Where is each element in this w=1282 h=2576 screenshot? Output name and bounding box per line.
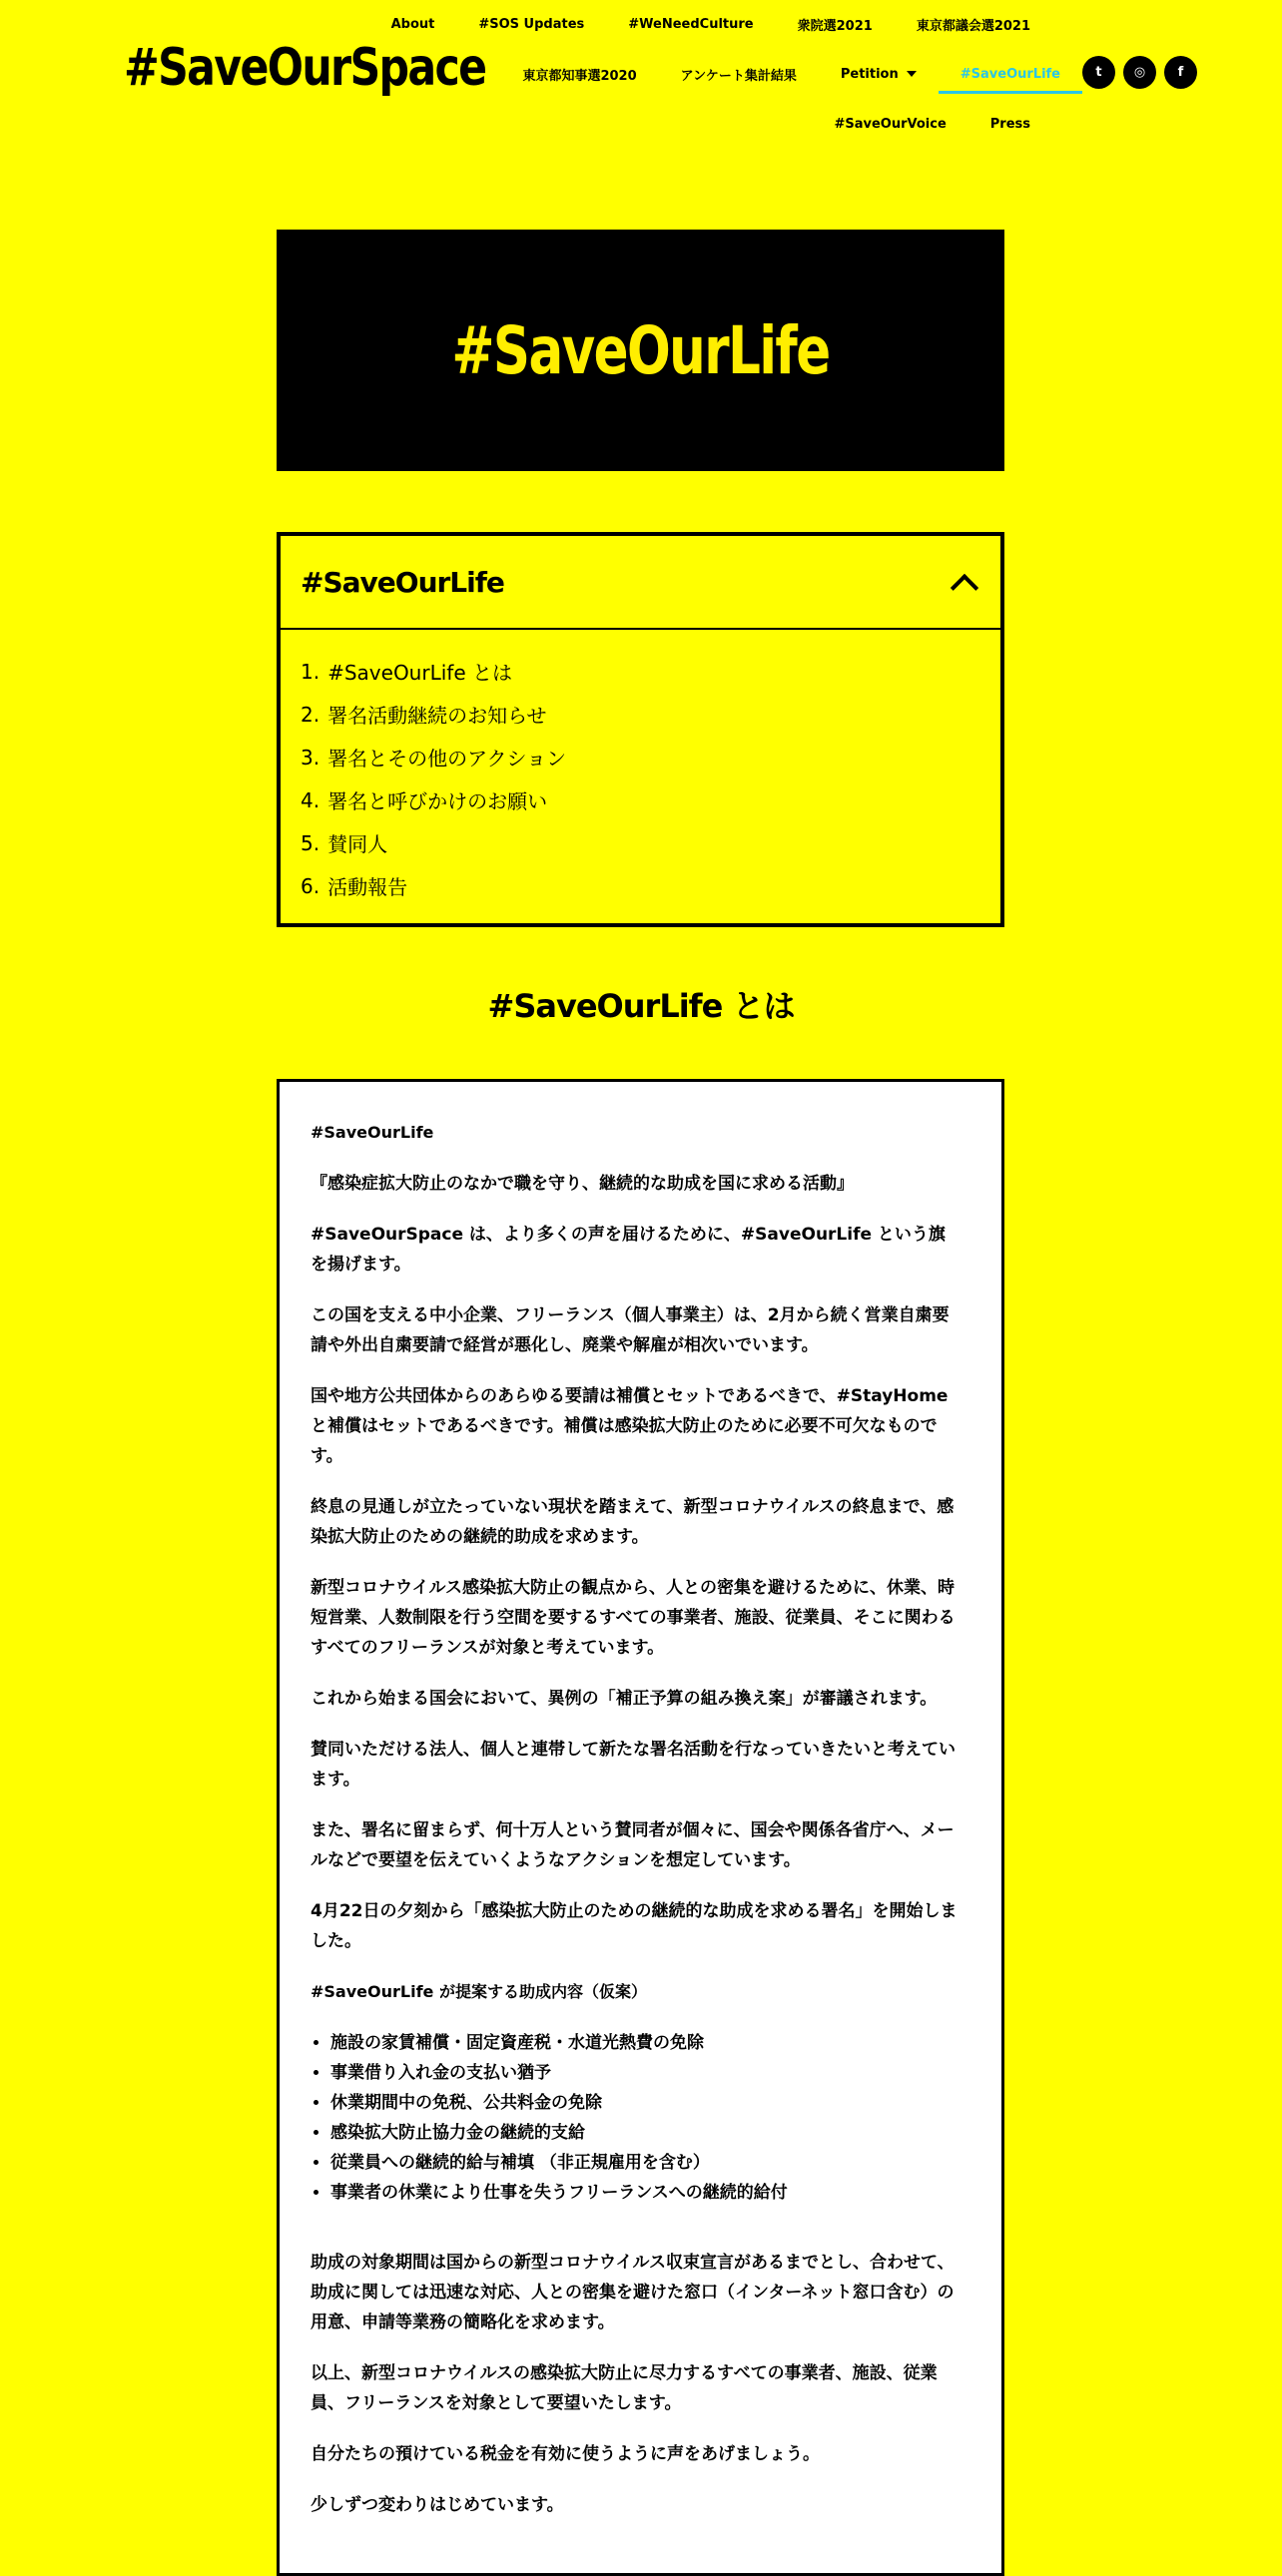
content-card	[277, 1079, 1004, 2576]
toc-item[interactable]	[301, 736, 1000, 778]
content-heading: #SaveOurLife	[311, 1123, 434, 1142]
nav-saveourlife[interactable]: #SaveOurLife	[939, 67, 1082, 82]
toc-item[interactable]	[301, 864, 1000, 907]
toc-item-label: 署名と呼びかけのお願い	[327, 789, 548, 813]
content-paragraph: また、署名に留まらず、何十万人という賛同者が個々に、国会や関係各省庁へ、メールなどで要望を伝えていくようなアクションを想定しています。	[311, 1820, 955, 1870]
toc-item-number: 4.	[301, 787, 320, 812]
nav-petition[interactable]	[819, 67, 939, 82]
list-item: • 事業借り入れ金の支払い猶予	[330, 2058, 962, 2088]
nav-row-1	[369, 14, 1052, 34]
nav-row-3	[812, 114, 1052, 134]
content-paragraph: この国を支える中小企業、フリーランス（個人事業主）は、2月から続く営業自粛要請や外出自粛要請で経営が悪化し、廃業や解雇が相次いでいます。	[311, 1305, 950, 1355]
section-title: #SaveOurLife とは	[487, 987, 795, 1025]
content-paragraph: #SaveOurSpace は、より多くの声を届けるために、#SaveOurLife という旗を揚げます。	[311, 1225, 946, 1275]
toc-header[interactable]	[281, 536, 1000, 630]
toc-item-label: 署名活動継続のお知らせ	[327, 704, 547, 728]
list-item: • 施設の家賃補償・固定資産税・水道光熱費の免除	[330, 2028, 962, 2058]
toc-item[interactable]	[301, 650, 1000, 693]
toc-item-number: 6.	[301, 873, 320, 898]
list-item: • 休業期間中の免税、公共料金の免除	[330, 2088, 962, 2118]
nav-tokyo-assembly-2021[interactable]: 東京都議会選2021	[916, 18, 1030, 34]
content-paragraph: 4月22日の夕刻から「感染拡大防止のための継続的な助成を求める署名」を開始しました。	[311, 1901, 958, 1951]
nav-saveourvoice[interactable]: #SaveOurVoice	[834, 116, 947, 132]
banner-title: #SaveOurLife	[451, 311, 830, 389]
list-item: • 事業者の休業により仕事を失うフリーランスへの継続的給付	[330, 2178, 962, 2208]
content-paragraph: 少しずつ変わりはじめています。	[311, 2495, 564, 2515]
site-logo[interactable]: #SaveOurSpace	[124, 38, 486, 98]
content-paragraph: 以上、新型コロナウイルスの感染拡大防止に尽力するすべての事業者、施設、従業員、フリーランスを対象として要望いたします。	[311, 2363, 938, 2413]
hero-banner	[277, 230, 1004, 471]
content-paragraph: 終息の見通しが立たっていない現状を踏まえて、新型コロナウイルスの終息まで、感染拡大防止のための継続的助成を求めます。	[311, 1497, 955, 1547]
toc-item-number: 1.	[301, 659, 320, 684]
nav-petition-label: Petition	[840, 66, 899, 82]
toc-item[interactable]	[301, 693, 1000, 736]
proposal-heading: #SaveOurLife が提案する助成内容（仮案）	[311, 1982, 647, 2001]
nav-about[interactable]: About	[390, 16, 435, 32]
nav-survey-results[interactable]: アンケート集計結果	[680, 68, 797, 84]
content-paragraph: 助成の対象期間は国からの新型コロナウイルス収束宣言があるまでとし、合わせて、助成に関しては迅速な対応、人との密集を避けた窓口（インターネット窓口含む）の用意、申請等業務の簡略化を求めます。	[311, 2253, 955, 2332]
toc-item[interactable]	[301, 778, 1000, 821]
content-paragraph: 新型コロナウイルス感染拡大防止の観点から、人との密集を避けるために、休業、時短営業、人数制限を行う空間を要するすべての事業者、施設、従業員、そこに関わるすべてのフリーランスが対象と考えています。	[311, 1578, 956, 1658]
nav-weneedculture[interactable]: #WeNeedCulture	[628, 16, 754, 32]
content-paragraph: これから始まる国会において、異例の「補正予算の組み換え案」が審議されます。	[311, 1689, 938, 1709]
caret-down-icon	[907, 71, 917, 77]
toc-item[interactable]	[301, 821, 1000, 864]
nav-row-2	[500, 56, 1082, 92]
toc-title: #SaveOurLife	[301, 565, 504, 599]
nav-press[interactable]: Press	[989, 116, 1030, 132]
toc-item-number: 5.	[301, 830, 320, 855]
content-paragraph: 賛同いただける法人、個人と連帯して新たな署名活動を行なっていきたいと考えています。	[311, 1740, 956, 1790]
site-header	[0, 0, 1282, 160]
content-paragraph: 自分たちの預けている税金を有効に使うように声をあげましょう。	[311, 2444, 820, 2464]
toc-item-number: 2.	[301, 702, 320, 727]
list-item: • 感染拡大防止協力金の継続的支給	[330, 2118, 962, 2148]
toc-item-label: #SaveOurLife とは	[327, 661, 512, 685]
chevron-up-icon[interactable]	[951, 574, 978, 602]
nav-tokyo-governor-2020[interactable]: 東京都知事選2020	[522, 68, 637, 84]
facebook-icon[interactable]: f	[1164, 56, 1197, 89]
toc-item-label: 活動報告	[327, 875, 408, 899]
toc-item-label: 賛同人	[327, 832, 388, 856]
nav-sos-updates[interactable]: #SOS Updates	[478, 16, 585, 32]
list-item: • 従業員への継続的給与補填 （非正規雇用を含む）	[330, 2148, 962, 2178]
toc-list	[281, 630, 1000, 907]
twitter-icon[interactable]: t	[1082, 56, 1115, 89]
content-paragraph: 『感染症拡大防止のなかで職を守り、継続的な助成を国に求める活動』	[311, 1174, 854, 1194]
instagram-icon[interactable]: ◎	[1123, 56, 1156, 89]
nav-election-2021[interactable]: 衆院選2021	[797, 18, 873, 34]
social-links	[1082, 56, 1197, 89]
proposal-list	[311, 2028, 962, 2208]
content-paragraph: 国や地方公共団体からのあらゆる要請は補償とセットであるべきで、#StayHome と補償はセットであるべきです。補償は感染拡大防止のために必要不可欠なものです。	[311, 1386, 949, 1466]
table-of-contents	[277, 532, 1004, 927]
toc-item-label: 署名とその他のアクション	[327, 747, 567, 771]
toc-item-number: 3.	[301, 745, 320, 770]
